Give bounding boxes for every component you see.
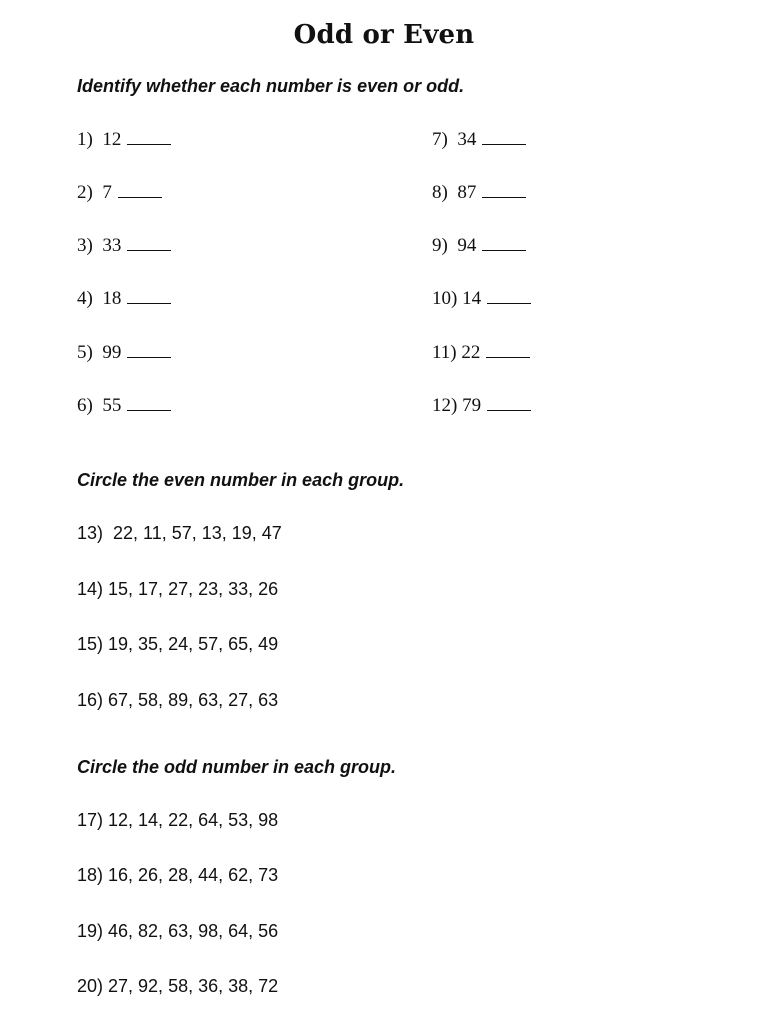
group-18: 18) 16, 26, 28, 44, 62, 73 xyxy=(77,865,279,885)
question-11 xyxy=(432,342,530,364)
question-8-label: 8) 87 xyxy=(432,182,477,203)
question-1-label: 1) 12 xyxy=(77,129,122,150)
question-4-label: 4) 18 xyxy=(77,288,122,309)
answer-blank[interactable] xyxy=(482,197,526,198)
answer-blank[interactable] xyxy=(127,144,171,145)
answer-blank[interactable] xyxy=(127,410,171,411)
section2-instruction: Circle the even number in each group. xyxy=(77,470,405,490)
question-5-label: 5) 99 xyxy=(77,342,122,363)
answer-blank[interactable] xyxy=(487,410,531,411)
question-5 xyxy=(77,342,171,364)
question-3-label: 3) 33 xyxy=(77,235,122,256)
answer-blank[interactable] xyxy=(127,250,171,251)
question-7-label: 7) 34 xyxy=(432,129,477,150)
group-20: 20) 27, 92, 58, 36, 38, 72 xyxy=(77,976,279,996)
group-15: 15) 19, 35, 24, 57, 65, 49 xyxy=(77,634,279,654)
question-7 xyxy=(432,129,526,151)
section3-instruction: Circle the odd number in each group. xyxy=(77,757,397,777)
answer-blank[interactable] xyxy=(482,250,526,251)
worksheet-title: Odd or Even xyxy=(293,20,475,50)
question-2-label: 2) 7 xyxy=(77,182,112,203)
question-9-label: 9) 94 xyxy=(432,235,477,256)
answer-blank[interactable] xyxy=(118,197,162,198)
question-6 xyxy=(77,395,171,417)
question-1 xyxy=(77,129,171,151)
question-4 xyxy=(77,288,171,310)
answer-blank[interactable] xyxy=(486,357,530,358)
group-13: 13) 22, 11, 57, 13, 19, 47 xyxy=(77,523,282,543)
question-6-label: 6) 55 xyxy=(77,395,122,416)
answer-blank[interactable] xyxy=(127,357,171,358)
question-10 xyxy=(432,288,531,310)
group-17: 17) 12, 14, 22, 64, 53, 98 xyxy=(77,810,279,830)
question-12 xyxy=(432,395,531,417)
question-10-label: 10) 14 xyxy=(432,288,482,309)
answer-blank[interactable] xyxy=(487,303,531,304)
answer-blank[interactable] xyxy=(127,303,171,304)
question-12-label: 12) 79 xyxy=(432,395,482,416)
group-14: 14) 15, 17, 27, 23, 33, 26 xyxy=(77,579,279,599)
question-3 xyxy=(77,235,171,257)
question-11-label: 11) 22 xyxy=(432,342,481,363)
group-16: 16) 67, 58, 89, 63, 27, 63 xyxy=(77,690,279,710)
section1-instruction: Identify whether each number is even or odd. xyxy=(77,76,465,96)
question-8 xyxy=(432,182,526,204)
group-19: 19) 46, 82, 63, 98, 64, 56 xyxy=(77,921,279,941)
answer-blank[interactable] xyxy=(482,144,526,145)
question-9 xyxy=(432,235,526,257)
question-2 xyxy=(77,182,162,204)
